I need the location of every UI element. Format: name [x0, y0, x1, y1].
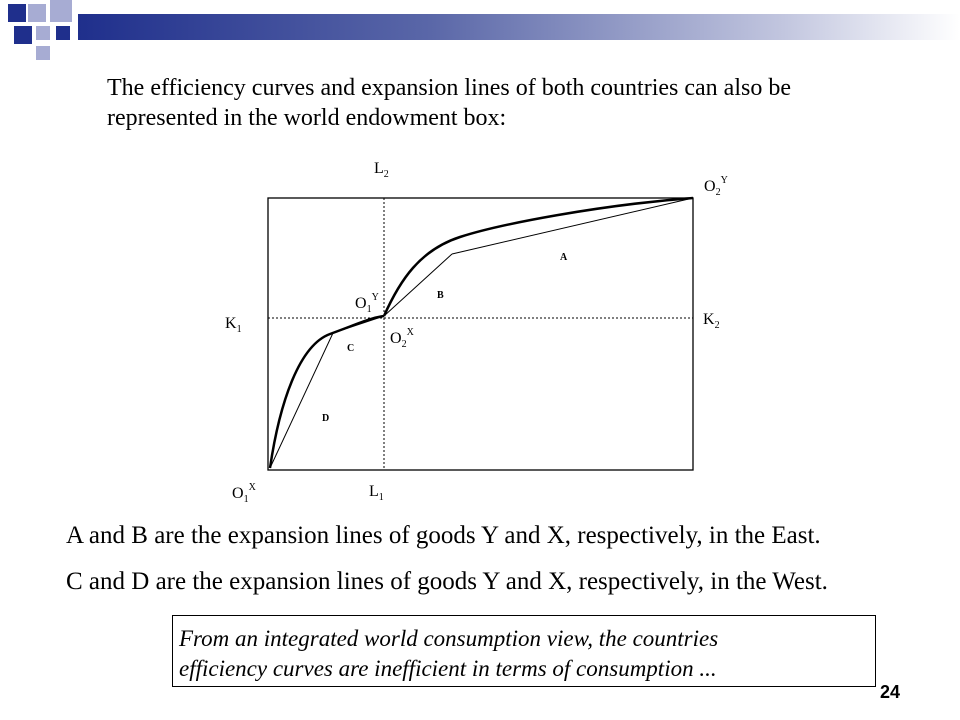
intro-text: The efficiency curves and expansion lines of both countries can also be represented in the world endowment box: [107, 75, 791, 131]
label-c: C [347, 343, 355, 354]
conclusion-line-2: efficiency curves are inefficient in terms of consumption ... [179, 655, 717, 681]
explanation-west: C and D are the expansion lines of goods Y and X, respectively, in the West. [66, 568, 828, 595]
conclusion-line-1: From an integrated world consumption view, the countries [179, 626, 719, 651]
label-a: A [560, 252, 568, 263]
label-k1: $K_1$ [225, 315, 242, 335]
explanation-east: A and B are the expansion lines of goods Y and X, respectively, in the East. [66, 522, 821, 549]
expansion-line-d [270, 333, 333, 468]
label-l1: $L_1$ [369, 483, 384, 503]
label-o2y: $O_2^Y$ [704, 175, 728, 198]
expansion-line-c [333, 316, 384, 333]
east-efficiency-curve [384, 198, 693, 316]
label-b: B [437, 290, 444, 301]
west-efficiency-curve [270, 316, 384, 468]
label-k2: $K_2$ [703, 311, 720, 331]
label-d: D [322, 413, 330, 424]
label-o1x: $O_1^X$ [232, 482, 256, 505]
conclusion-box [172, 615, 876, 687]
label-l2: $L_2$ [374, 160, 389, 180]
expansion-line-a [452, 198, 693, 254]
label-o2x: $O_2^X$ [390, 327, 414, 350]
page-number: 24 [880, 682, 901, 702]
label-o1y: $O_1^Y$ [355, 292, 379, 315]
